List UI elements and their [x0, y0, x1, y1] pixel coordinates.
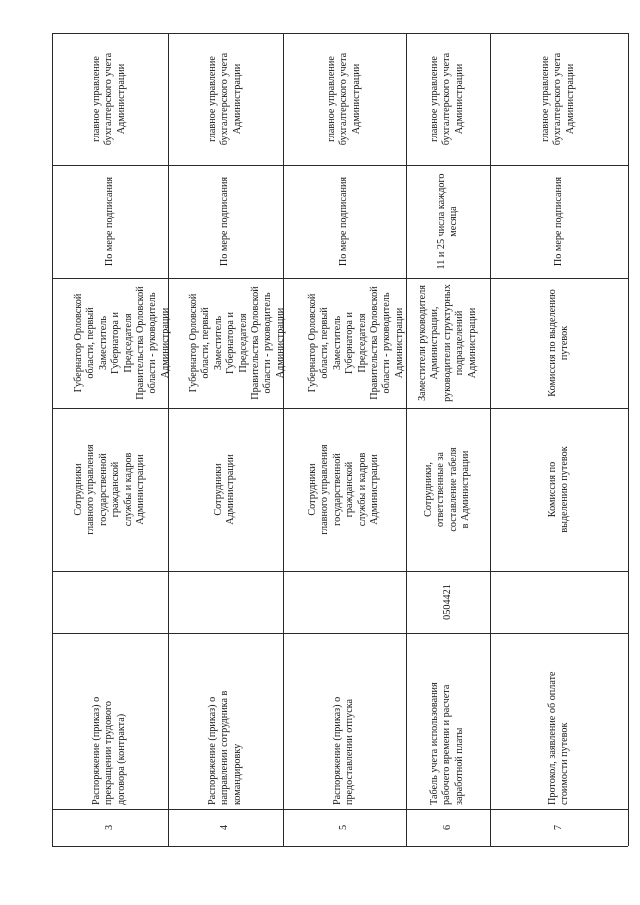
- table-gridline-horizontal: [52, 33, 628, 34]
- number-cell: 6: [441, 824, 453, 831]
- number-cell: 7: [552, 824, 564, 831]
- deadline-cell: По мере подписания: [338, 176, 350, 267]
- table-gridline-vertical: [283, 33, 284, 846]
- performers-cell: Комиссия по выделению путевок: [546, 446, 570, 533]
- performers-cell: Сотрудники, ответственные за составление табеля в Администрации: [423, 447, 472, 532]
- number-cell: 5: [338, 824, 350, 831]
- table-gridline-vertical: [168, 33, 169, 846]
- document-name-cell: Протокол, заявление об оплате стоимости путевок: [546, 671, 570, 805]
- recipient-cell: главное управление бухгалтерского учета Администрации: [91, 52, 128, 146]
- recipient-cell: главное управление бухгалтерского учета Администрации: [540, 52, 577, 146]
- table-gridline-horizontal: [52, 408, 628, 409]
- signers-cell: Губернатор Орловской области, первый Заместитель Губернатора и Председателя Правительства Орловской области - руководитель Администрации: [188, 286, 287, 400]
- signers-cell: Комиссия по выделению путевок: [546, 289, 570, 397]
- recipient-cell: главное управление бухгалтерского учета Администрации: [206, 52, 243, 146]
- signers-cell: Заместители руководителя Администрации, руководители структурных подразделений Администрации: [417, 284, 478, 402]
- performers-cell: Сотрудники Администрации: [213, 454, 237, 525]
- table-gridline-vertical: [406, 33, 407, 846]
- form-code-cell: 0504421: [441, 584, 453, 620]
- document-name-cell: Распоряжение (приказ) о предоставлении отпуска: [332, 696, 356, 805]
- table-gridline-vertical: [490, 33, 491, 846]
- recipient-cell: главное управление бухгалтерского учета Администрации: [325, 52, 362, 146]
- performers-cell: Сотрудники главного управления государственной гражданской службы и кадров Администрации: [307, 444, 381, 535]
- document-name-cell: Распоряжение (приказ) о направлении сотрудника в командировку: [206, 690, 243, 805]
- deadline-cell: По мере подписания: [103, 176, 115, 267]
- signers-cell: Губернатор Орловской области, первый Заместитель Губернатора и Председателя Правительства Орловской области - руководитель Администрации: [72, 286, 171, 400]
- table-gridline-horizontal: [52, 571, 628, 572]
- signers-cell: Губернатор Орловской области, первый Заместитель Губернатора и Председателя Правительства Орловской области - руководитель Администрации: [307, 286, 406, 400]
- table-gridline-vertical: [52, 33, 53, 846]
- table-gridline-horizontal: [52, 846, 628, 847]
- table-gridline-horizontal: [52, 633, 628, 634]
- performers-cell: Сотрудники главного управления государственной гражданской службы и кадров Администрации: [72, 444, 146, 535]
- table-gridline-horizontal: [52, 278, 628, 279]
- deadline-cell: По мере подписания: [219, 176, 231, 267]
- deadline-cell: По мере подписания: [552, 176, 564, 267]
- number-cell: 3: [103, 824, 115, 831]
- deadline-cell: 11 и 25 числа каждого месяца: [435, 173, 459, 270]
- document-name-cell: Распоряжение (приказ) о прекращении трудового договора (контракта): [91, 696, 128, 805]
- document-name-cell: Табель учета использования рабочего времени и расчета заработной платы: [429, 682, 466, 805]
- table-gridline-horizontal: [52, 809, 628, 810]
- table-gridline-vertical: [628, 33, 629, 846]
- recipient-cell: главное управление бухгалтерского учета Администрации: [429, 52, 466, 146]
- table-gridline-horizontal: [52, 165, 628, 166]
- number-cell: 4: [219, 824, 231, 831]
